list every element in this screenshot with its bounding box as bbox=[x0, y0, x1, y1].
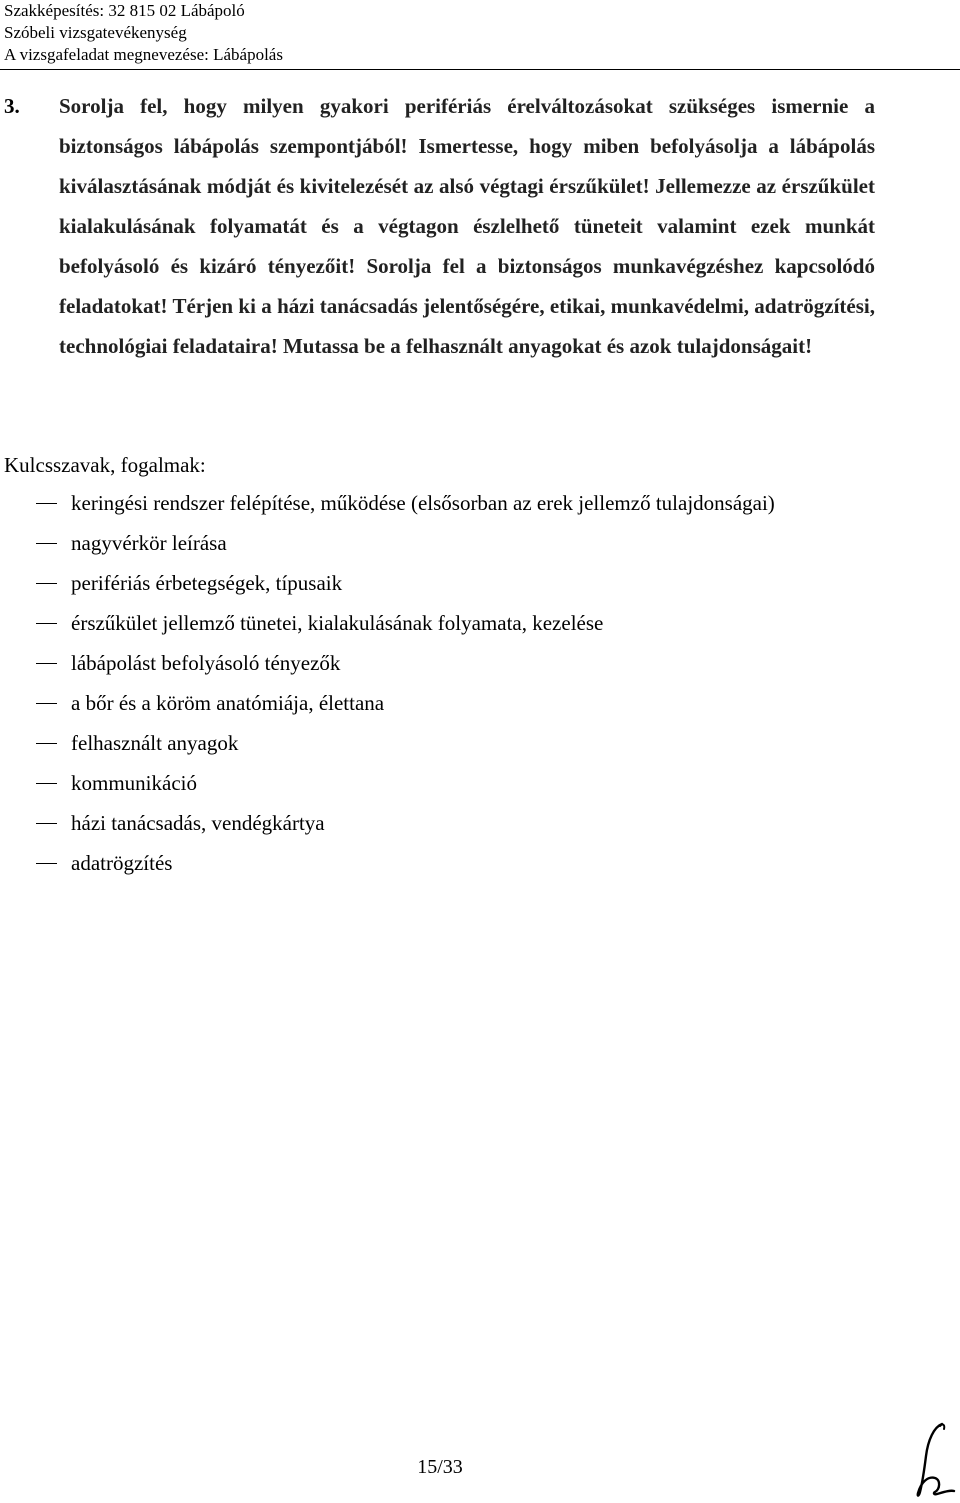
page-number: 15/33 bbox=[417, 1456, 463, 1478]
list-item-text: a bőr és a köröm anatómiája, élettana bbox=[71, 691, 385, 715]
dash-bullet bbox=[36, 583, 57, 584]
list-item-text: érszűkület jellemző tünetei, kialakulásának folyamata, kezelése bbox=[71, 611, 604, 635]
list-item-text: lábápolást befolyásoló tényezők bbox=[71, 651, 341, 675]
list-item-text: felhasznált anyagok bbox=[71, 731, 239, 755]
dash-bullet bbox=[36, 863, 57, 864]
list-item-text: házi tanácsadás, vendégkártya bbox=[71, 811, 325, 835]
question-text: Sorolja fel, hogy milyen gyakori perifériás érelváltozásokat szükséges ismernie a biztonságos lábápolás szempontjából! Ismertesse, hogy miben befolyásolja a lábápolás kiválasztásának módját és kivitelezését az alsó végtagi érszűkület! Jellemezze az érszűkület kialakulásának folyamatát és a végtagon észlelhető tüneteit valamint ezek munkát befolyásoló és kizáró tényezőit! Sorolja fel a biztonságos munkavégzéshez kapcsolódó feladatokat! Térjen ki a házi tanácsadás jelentőségére, etikai, munkavédelmi, adatrögzítési, technológiai feladataira! Mutassa be a felhasznált anyagokat és azok tulajdonságait! bbox=[59, 94, 875, 358]
list-item-text: adatrögzítés bbox=[71, 851, 173, 875]
dash-bullet bbox=[36, 503, 57, 504]
list-item bbox=[0, 483, 960, 523]
header-exam-activity: Szóbeli vizsgatevékenység bbox=[4, 23, 187, 42]
signature-mark bbox=[904, 1418, 960, 1500]
dash-bullet bbox=[36, 743, 57, 744]
dash-bullet bbox=[36, 703, 57, 704]
dash-bullet bbox=[36, 623, 57, 624]
list-item bbox=[0, 723, 960, 763]
list-item bbox=[0, 683, 960, 723]
list-item bbox=[0, 523, 960, 563]
header-divider bbox=[0, 69, 960, 70]
dash-bullet bbox=[36, 543, 57, 544]
header-task-name: A vizsgafeladat megnevezése: Lábápolás bbox=[4, 45, 283, 64]
list-item-text: kommunikáció bbox=[71, 771, 197, 795]
list-item bbox=[0, 763, 960, 803]
list-item-text: perifériás érbetegségek, típusaik bbox=[71, 571, 343, 595]
list-item-text: keringési rendszer felépítése, működése (elsősorban az erek jellemző tulajdonságai) bbox=[71, 491, 775, 515]
page-header bbox=[4, 0, 604, 66]
question-number: 3. bbox=[4, 94, 20, 118]
list-item bbox=[0, 843, 960, 883]
keywords-title: Kulcsszavak, fogalmak: bbox=[4, 453, 206, 477]
keywords-list bbox=[0, 483, 960, 883]
dash-bullet bbox=[36, 783, 57, 784]
list-item-text: nagyvérkör leírása bbox=[71, 531, 227, 555]
list-item bbox=[0, 603, 960, 643]
list-item bbox=[0, 803, 960, 843]
list-item bbox=[0, 643, 960, 683]
header-qualification: Szakképesítés: 32 815 02 Lábápoló bbox=[4, 1, 245, 20]
list-item bbox=[0, 563, 960, 603]
dash-bullet bbox=[36, 823, 57, 824]
dash-bullet bbox=[36, 663, 57, 664]
